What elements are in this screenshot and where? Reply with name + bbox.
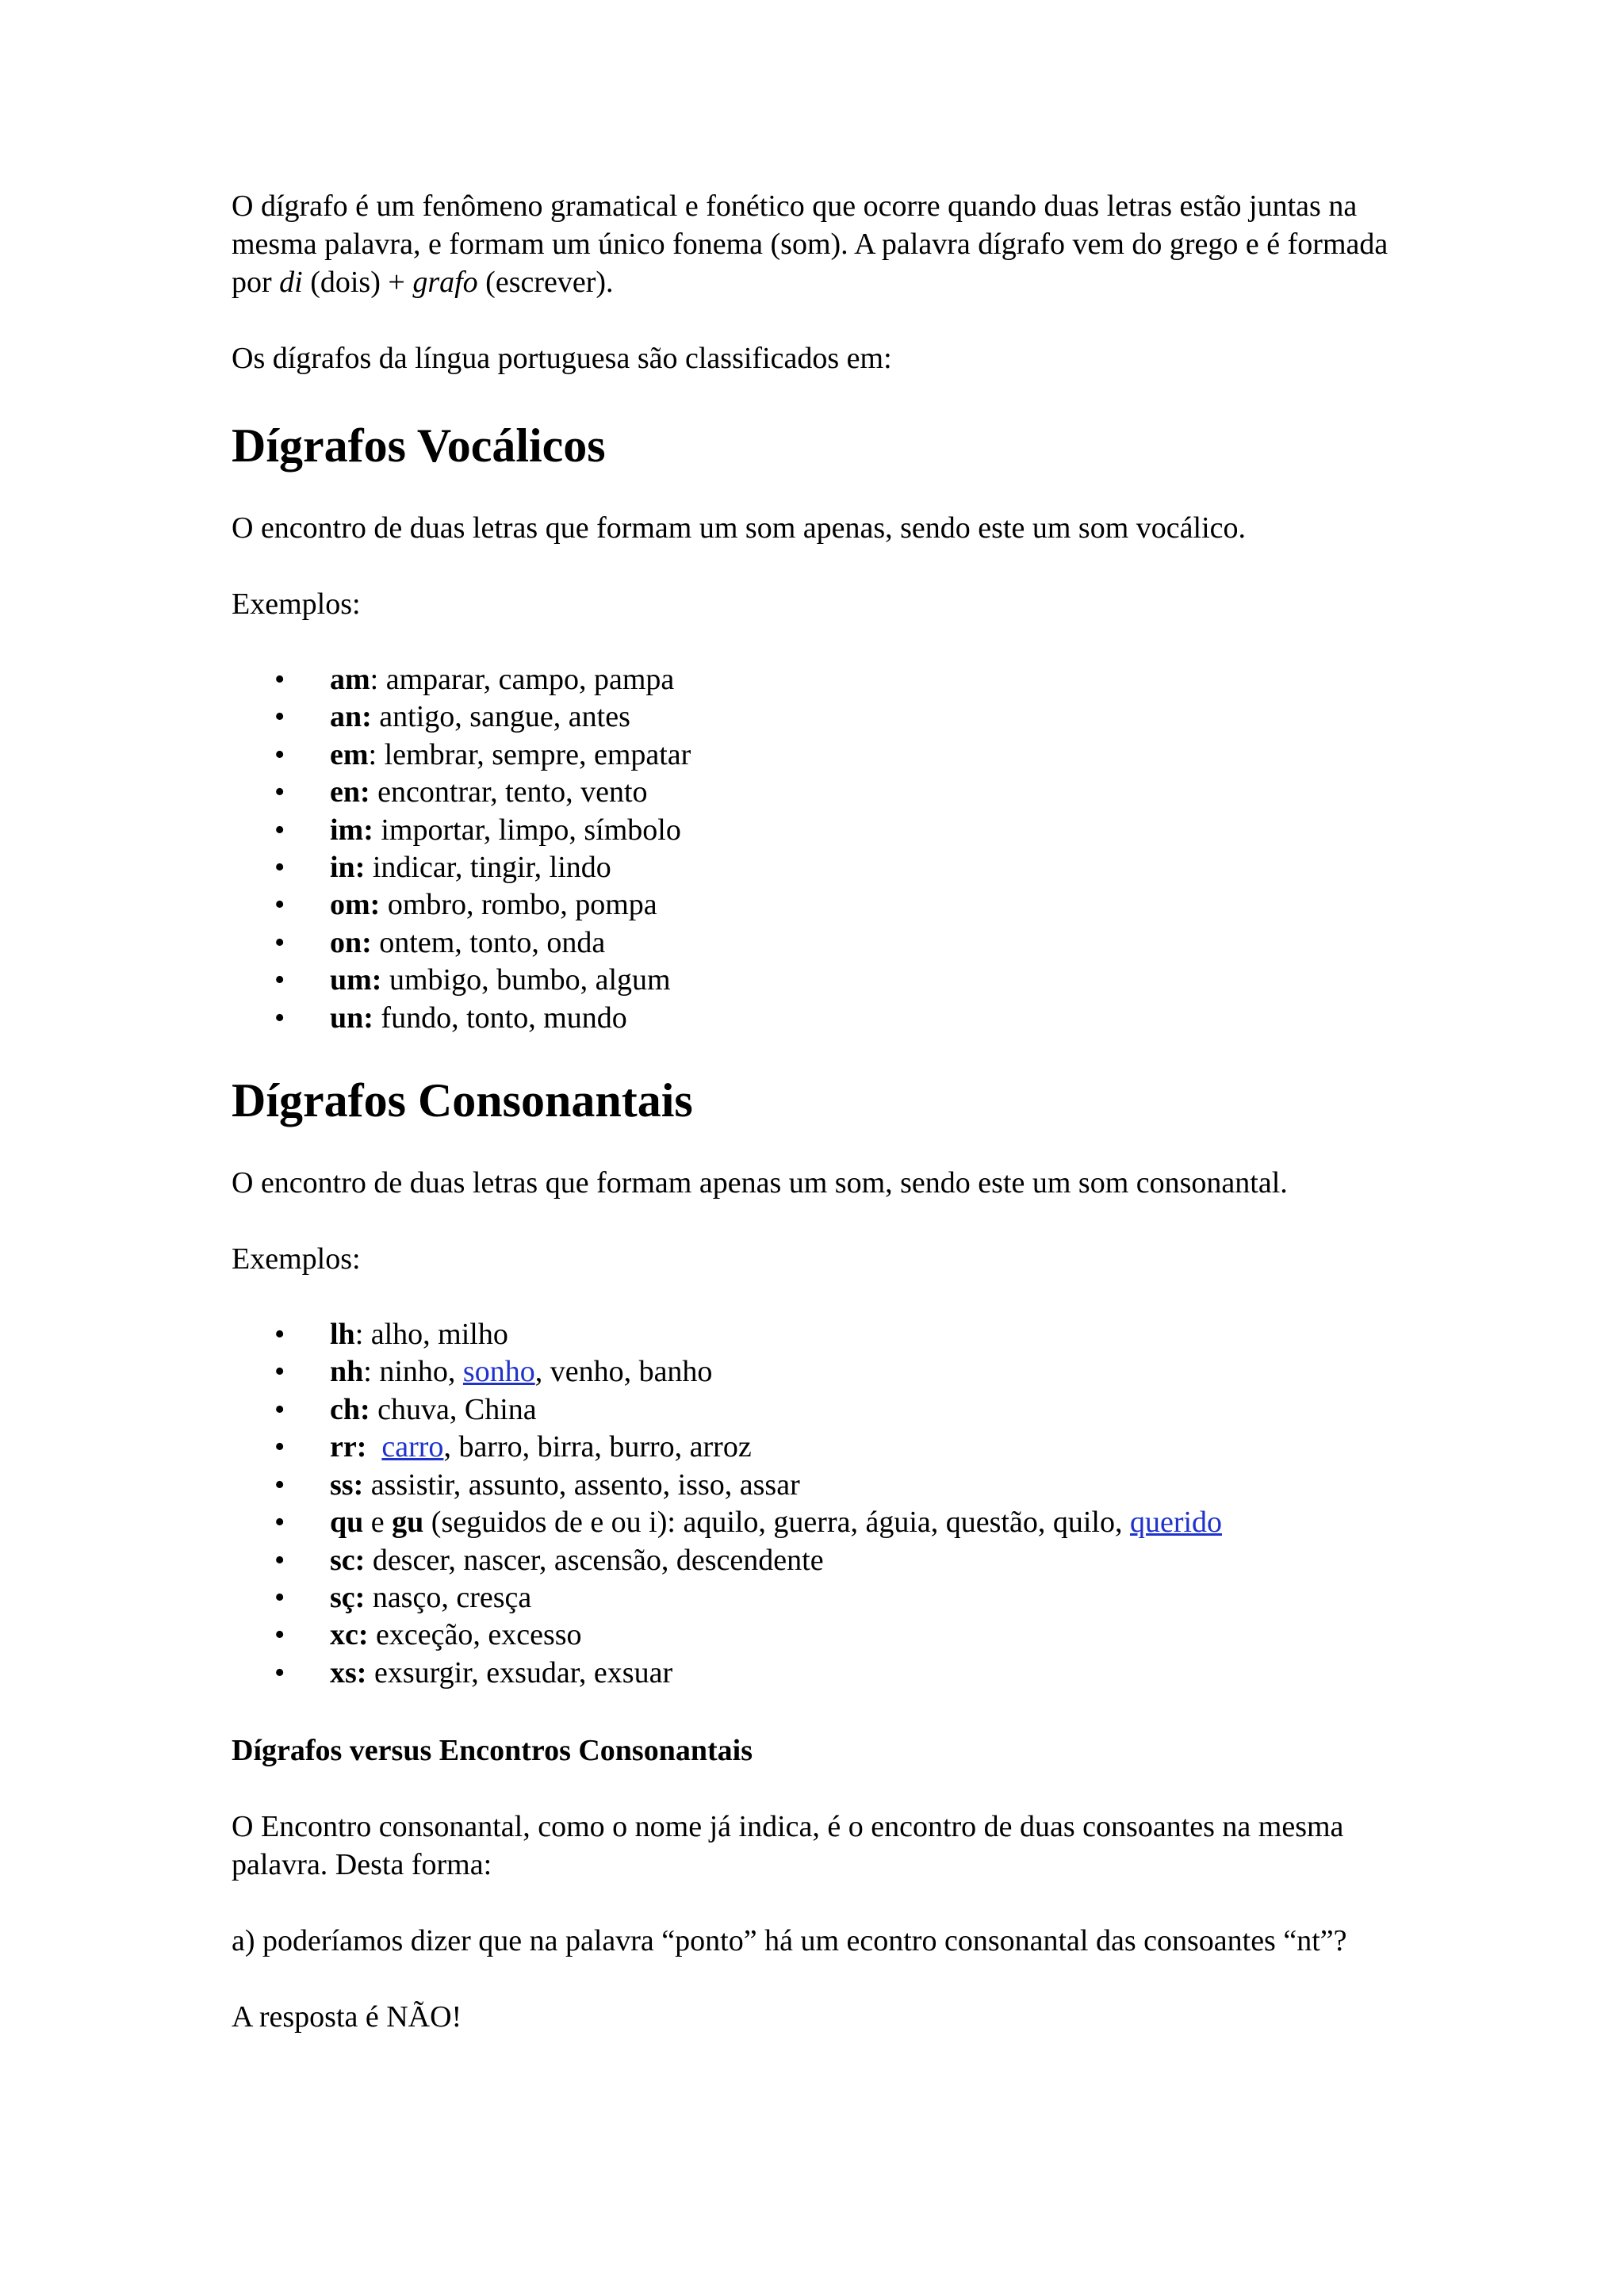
digraph-examples-rest: , barro, birra, burro, arroz	[443, 1430, 752, 1464]
list-item	[330, 849, 1389, 886]
list-item	[330, 1467, 1389, 1504]
intro-text-part1: O dígrafo é um fenômeno gramatical e fonético que ocorre quando duas letras estão juntas na mesma palavra, e formam um único fonema (som). A palavra dígrafo vem do grego e é formada por	[232, 189, 1388, 299]
digraph-key: qu	[330, 1506, 364, 1540]
digraph-examples: assistir, assunto, assento, isso, assar	[363, 1468, 800, 1502]
vocalicos-description: O encontro de duas letras que formam um som apenas, sendo este um som vocálico.	[232, 511, 1246, 545]
list-item	[330, 1391, 1389, 1429]
link-querido[interactable]: querido	[1129, 1506, 1223, 1540]
consonantais-examples-label: Exemplos:	[232, 1242, 361, 1276]
list-item	[330, 1617, 1389, 1654]
intro-paragraph	[232, 187, 1389, 301]
document-page	[232, 187, 1389, 2036]
list-item	[330, 1353, 1389, 1391]
digraph-examples: exceção, excesso	[368, 1618, 582, 1652]
list-item	[330, 924, 1389, 962]
digraph-examples: descer, nascer, ascensão, descendente	[365, 1543, 824, 1577]
list-item	[330, 1316, 1389, 1353]
list-item	[330, 886, 1389, 924]
digraph-key: xc:	[330, 1618, 369, 1652]
digraph-key: ss:	[330, 1468, 364, 1502]
versus-question: a) poderíamos dizer que na palavra “ponto” há um econtro consonantal das consoantes “nt”?	[232, 1924, 1347, 1958]
digraph-key: gu	[392, 1506, 424, 1540]
digraph-examples: amparar, campo, pampa	[378, 663, 675, 696]
intro-di-italic: di	[279, 266, 303, 299]
digraph-key: sç:	[330, 1580, 366, 1614]
digraph-key: on:	[330, 925, 372, 959]
versus-paragraph: O Encontro consonantal, como o nome já indica, é o encontro de duas consoantes na mesma palavra. Desta forma:	[232, 1810, 1344, 1882]
list-item	[330, 1429, 1389, 1466]
digraph-key: um:	[330, 963, 382, 997]
list-item	[330, 962, 1389, 999]
intro-text-part2: (dois) +	[302, 266, 413, 299]
heading-consonantais: Dígrafos Consonantais	[232, 1074, 693, 1127]
digraph-key: an:	[330, 700, 372, 734]
classified-paragraph: Os dígrafos da língua portuguesa são classificados em:	[232, 342, 892, 375]
digraph-examples: exsurgir, exsudar, exsuar	[366, 1655, 673, 1689]
digraph-key: xs:	[330, 1655, 367, 1689]
intro-grafo-italic: grafo	[412, 266, 478, 299]
versus-answer: A resposta é NÃO!	[232, 2000, 462, 2034]
list-item	[330, 1000, 1389, 1037]
digraph-examples: : ninho,	[363, 1355, 463, 1389]
digraph-examples: nasço, cresça	[365, 1580, 532, 1614]
digraph-key: nh	[330, 1355, 364, 1389]
digraph-examples: chuva, China	[370, 1392, 537, 1426]
list-item	[330, 774, 1389, 811]
digraph-key: in:	[330, 851, 366, 885]
digraph-examples: ontem, tonto, onda	[371, 925, 606, 959]
digraph-key: rr:	[330, 1430, 367, 1464]
digraph-key: sc:	[330, 1543, 366, 1577]
digraph-spacer	[366, 1430, 381, 1464]
digraph-key: en:	[330, 775, 370, 809]
digraph-key: im:	[330, 813, 373, 847]
intro-text-part3: (escrever).	[477, 266, 614, 299]
subheading-versus: Dígrafos versus Encontros Consonantais	[232, 1734, 753, 1768]
digraph-key: lh	[330, 1318, 355, 1352]
consonantais-description: O encontro de duas letras que formam apenas um som, sendo este um som consonantal.	[232, 1166, 1288, 1200]
list-item: • am: amparar, campo, pampa	[330, 661, 1389, 698]
digraph-examples: indicar, tingir, lindo	[365, 851, 611, 885]
list-item	[330, 1542, 1389, 1579]
digraph-examples: fundo, tonto, mundo	[373, 1001, 627, 1035]
list-item	[330, 1655, 1389, 1692]
digraph-examples: ombro, rombo, pompa	[380, 888, 657, 922]
list-item	[330, 812, 1389, 849]
link-carro[interactable]: carro	[381, 1430, 444, 1464]
list-item	[330, 698, 1389, 736]
digraph-examples-rest: , venho, banho	[534, 1355, 713, 1389]
digraph-examples: umbigo, bumbo, algum	[381, 963, 671, 997]
list-item: • qu e gu (seguidos de e ou i): aquilo, guerra, águia, questão, quilo, querido	[330, 1504, 1389, 1541]
vocalicos-examples-label: Exemplos:	[232, 587, 361, 621]
digraph-examples: : alho, milho	[354, 1318, 508, 1352]
digraph-key: om:	[330, 888, 381, 922]
link-sonho[interactable]: sonho	[462, 1355, 535, 1389]
digraph-key: em	[330, 737, 369, 771]
digraph-key: am	[330, 663, 370, 696]
digraph-examples: lembrar, sempre, empatar	[377, 737, 691, 771]
digraph-examples: (seguidos de e ou i): aquilo, guerra, águia, questão, quilo,	[423, 1506, 1130, 1540]
list-item	[330, 1579, 1389, 1617]
heading-vocalicos: Dígrafos Vocálicos	[232, 419, 606, 472]
digraph-key: un:	[330, 1001, 373, 1035]
list-item: • em: lembrar, sempre, empatar	[330, 737, 1389, 774]
digraph-examples: antigo, sangue, antes	[371, 700, 630, 734]
vocalicos-list	[232, 661, 1389, 1037]
digraph-examples: encontrar, tento, vento	[370, 775, 648, 809]
digraph-key: ch:	[330, 1392, 370, 1426]
digraph-examples: importar, limpo, símbolo	[373, 813, 681, 847]
consonantais-list	[232, 1316, 1389, 1692]
